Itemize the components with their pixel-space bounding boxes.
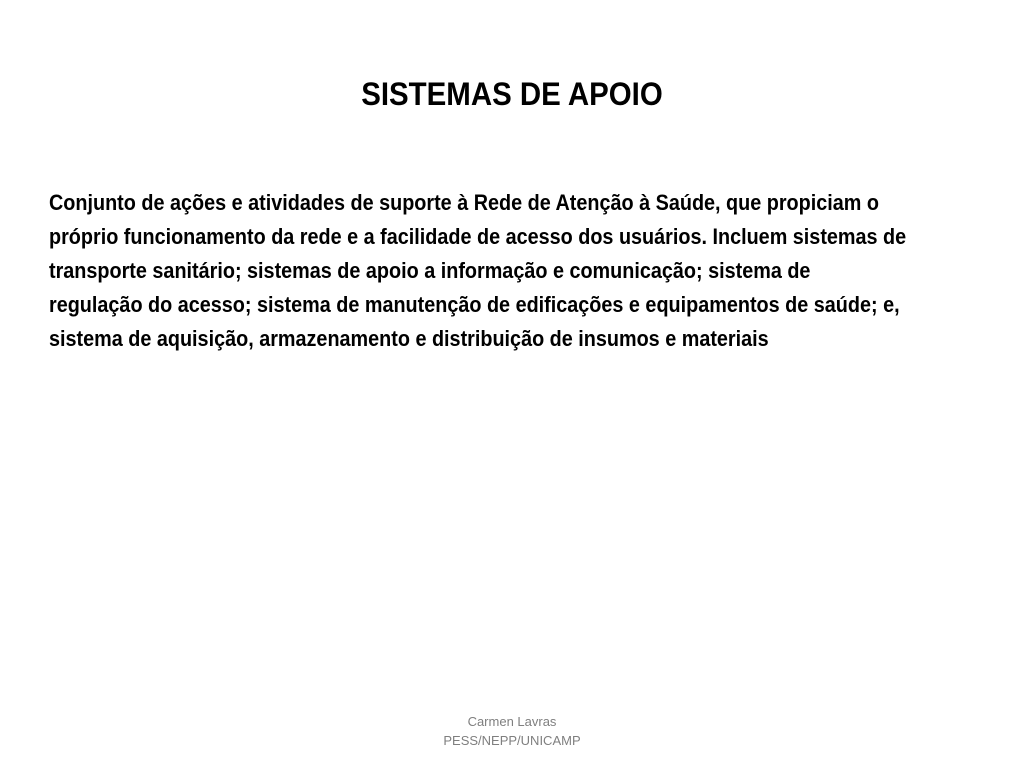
slide-footer <box>0 712 1024 750</box>
footer-affiliation: PESS/NEPP/UNICAMP <box>443 733 581 748</box>
body-paragraph: Conjunto de ações e atividades de suporte à Rede de Atenção à Saúde, que propiciam o próprio funcionamento da rede e a facilidade de acesso dos usuários. Incluem sistemas de transporte sanitário; sistemas de apoio a informação e comunicação; sistema de regulação do acesso; sistema de manutenção de edificações e equipamentos de saúde; e, sistema de aquisição, armazenamento e distribuição de insumos e materiais <box>49 190 907 351</box>
slide-title: SISTEMAS DE APOIO <box>361 76 663 112</box>
footer-author: Carmen Lavras <box>467 714 557 729</box>
